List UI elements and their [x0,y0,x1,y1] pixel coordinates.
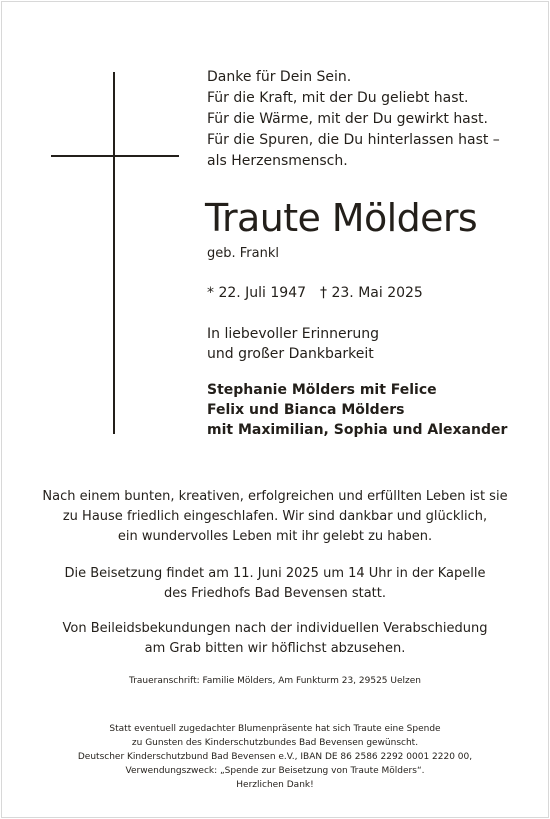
paragraph-line: zu Hause friedlich eingeschlafen. Wir sind dankbar und glücklich, [62,509,488,524]
poem [207,67,500,172]
cross-vertical-bar [113,72,115,434]
paragraph-line: ein wundervolles Leben mit ihr gelebt zu haben. [117,529,433,544]
maiden-name: geb. Frankl [207,246,279,261]
birth-date: * 22. Juli 1947 [207,285,307,301]
funeral-paragraph [0,564,550,604]
poem-line: Danke für Dein Sein. [207,69,352,85]
paragraph-line: Nach einem bunten, kreativen, erfolgreichen und erfüllten Leben ist sie [42,489,508,504]
paragraph-line: Von Beileidsbekundungen nach der individuellen Verabschiedung [62,621,488,636]
poem-line: als Herzensmensch. [207,153,348,169]
life-paragraph [0,487,550,547]
condolence-paragraph [0,619,550,659]
poem-line: Für die Kraft, mit der Du geliebt hast. [207,90,469,106]
donation-notice [0,722,550,792]
donation-line: Herzlichen Dank! [236,780,314,790]
family-line: Felix und Bianca Mölders [207,402,405,418]
donation-line: Deutscher Kinderschutzbund Bad Bevensen e.V., IBAN DE 86 2586 2292 0001 2220 00, [77,752,473,762]
family-signatures [207,380,507,440]
life-dates [207,283,423,303]
memory-line: In liebevoller Erinnerung [207,326,380,342]
deceased-name: Traute Mölders [205,196,478,240]
donation-line: zu Gunsten des Kinderschutzbundes Bad Bevensen gewünscht. [131,738,419,748]
cross-horizontal-bar [51,155,179,157]
poem-line: Für die Spuren, die Du hinterlassen hast – [207,132,500,148]
paragraph-line: des Friedhofs Bad Bevensen statt. [164,586,386,601]
donation-line: Statt eventuell zugedachter Blumenpräsente hat sich Traute eine Spende [109,724,441,734]
paragraph-line: am Grab bitten wir höflichst abzusehen. [144,641,406,656]
poem-line: Für die Wärme, mit der Du gewirkt hast. [207,111,488,127]
mourning-address: Traueranschrift: Familie Mölders, Am Funkturm 23, 29525 Uelzen [129,676,421,686]
memory-text [207,324,379,364]
death-date: † 23. Mai 2025 [320,285,423,301]
family-line: Stephanie Mölders mit Felice [207,382,437,398]
family-line: mit Maximilian, Sophia und Alexander [207,422,508,438]
paragraph-line: Die Beisetzung findet am 11. Juni 2025 um 14 Uhr in der Kapelle [64,566,486,581]
memory-line: und großer Dankbarkeit [207,346,374,362]
donation-line: Verwendungszweck: „Spende zur Beisetzung von Traute Mölders“. [125,766,425,776]
